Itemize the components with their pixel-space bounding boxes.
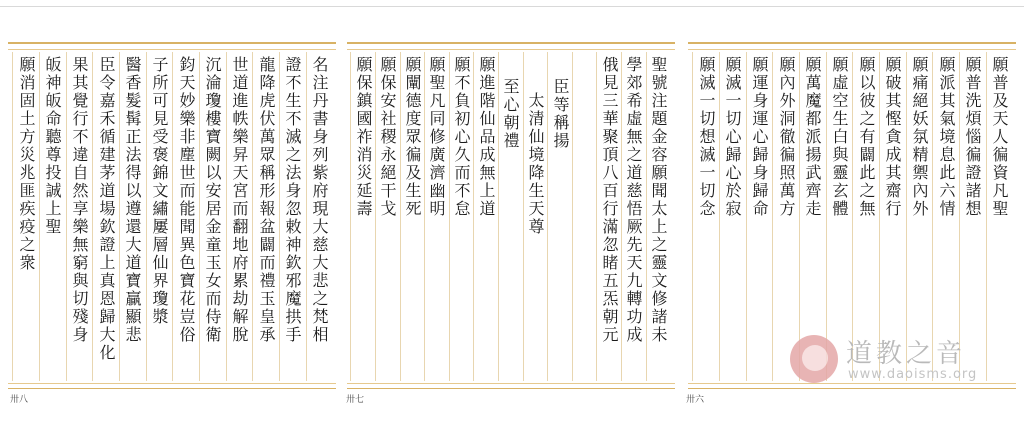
scripture-column: 願痛絕妖氛精禦內外 bbox=[910, 56, 929, 218]
page-number-left: 卅八 bbox=[10, 395, 29, 405]
scripture-column: 願滅一切心歸心於寂 bbox=[723, 56, 742, 218]
scripture-column: 子所可見受褒錦文繡屢層仙界瓊漿 bbox=[150, 56, 169, 326]
scripture-column: 願保鎮國祚消災延壽 bbox=[354, 56, 373, 218]
top-divider bbox=[0, 6, 1024, 7]
page-number-right: 卅六 bbox=[686, 395, 705, 405]
watermark-url: www.daoisms.org bbox=[848, 367, 978, 382]
scripture-column: 願聖凡同修廣濟幽明 bbox=[427, 56, 446, 218]
taiji-logo-icon bbox=[790, 335, 838, 383]
scripture-column: 世道進帙樂昇天宮而翻地府累劫解脫 bbox=[230, 56, 249, 344]
scripture-column: 願內外洞徹徧照萬方 bbox=[777, 56, 796, 218]
scripture-column: 名注丹書身列紫府現大慈大悲之梵相 bbox=[310, 56, 329, 344]
scripture-column: 願消固土方災兆匪疾疫之衆 bbox=[17, 56, 36, 272]
scripture-column: 願虛空生白與靈玄體 bbox=[830, 56, 849, 218]
watermark-chinese: 道教之音 bbox=[846, 339, 967, 369]
scripture-column: 願不負初心久而不怠 bbox=[452, 56, 471, 218]
scripture-column: 沉淪瓊樓寶闕以安居金童玉女而侍衛 bbox=[203, 56, 222, 344]
scripture-column: 鈞天妙樂非塵世而能聞異色寶花豈俗 bbox=[177, 56, 196, 344]
scripture-column: 願派其氣境息此六情 bbox=[937, 56, 956, 218]
scripture-column: 醫香髮髯正法得以遵還大道寶贏顯悲 bbox=[123, 56, 142, 344]
scripture-column: 願闡德度眾徧及生死 bbox=[403, 56, 422, 218]
scripture-page-middle bbox=[347, 42, 675, 389]
scripture-column: 臣等稱揚 bbox=[551, 78, 570, 150]
scripture-column: 學郊希虛無之道慈悟厥先天九轉功成 bbox=[624, 56, 643, 344]
scripture-column: 願普洗煩惱徧證諸想 bbox=[963, 56, 982, 218]
scripture-column: 願滅一切想滅一切念 bbox=[697, 56, 716, 218]
scripture-column bbox=[571, 52, 597, 381]
scripture-column: 俄見三華聚頂八百行滿忽睹五炁朝元 bbox=[600, 56, 619, 344]
scripture-column: 願保安社稷永絕干戈 bbox=[378, 56, 397, 218]
scripture-column: 證不生不滅之法身忽敕神欽邪魔拱手 bbox=[283, 56, 302, 344]
scripture-column: 願萬魔都派揚武齊走 bbox=[803, 56, 822, 218]
scripture-column: 果其覺行不違自然享樂無窮與切殘身 bbox=[70, 56, 89, 344]
scripture-column: 願破其慳貪成其齋行 bbox=[883, 56, 902, 218]
scripture-column: 龍降虎伏萬眾稱形報盆闢而禮玉皇承 bbox=[257, 56, 276, 344]
scripture-column: 願進階仙品成無上道 bbox=[477, 56, 496, 218]
scripture-column: 願運身運心歸身歸命 bbox=[750, 56, 769, 218]
scripture-column: 願以彼之有闢此之無 bbox=[857, 56, 876, 218]
scripture-column: 太清仙境降生天尊 bbox=[526, 92, 545, 236]
scripture-column: 臣令嘉禾循建茅道場欽證上真恩歸大化 bbox=[97, 56, 116, 362]
site-watermark bbox=[790, 333, 1000, 389]
scripture-column: 願普及天人徧資凡聖 bbox=[990, 56, 1009, 218]
scripture-page-left bbox=[8, 42, 336, 389]
scripture-column: 至心朝禮 bbox=[501, 78, 520, 150]
page-number-middle: 卅七 bbox=[346, 395, 365, 405]
scripture-column: 聖號注題金容願聞太上之靈文修諸未 bbox=[649, 56, 668, 344]
scripture-column: 皈神皈命聽尊投誠上聖 bbox=[43, 56, 62, 236]
